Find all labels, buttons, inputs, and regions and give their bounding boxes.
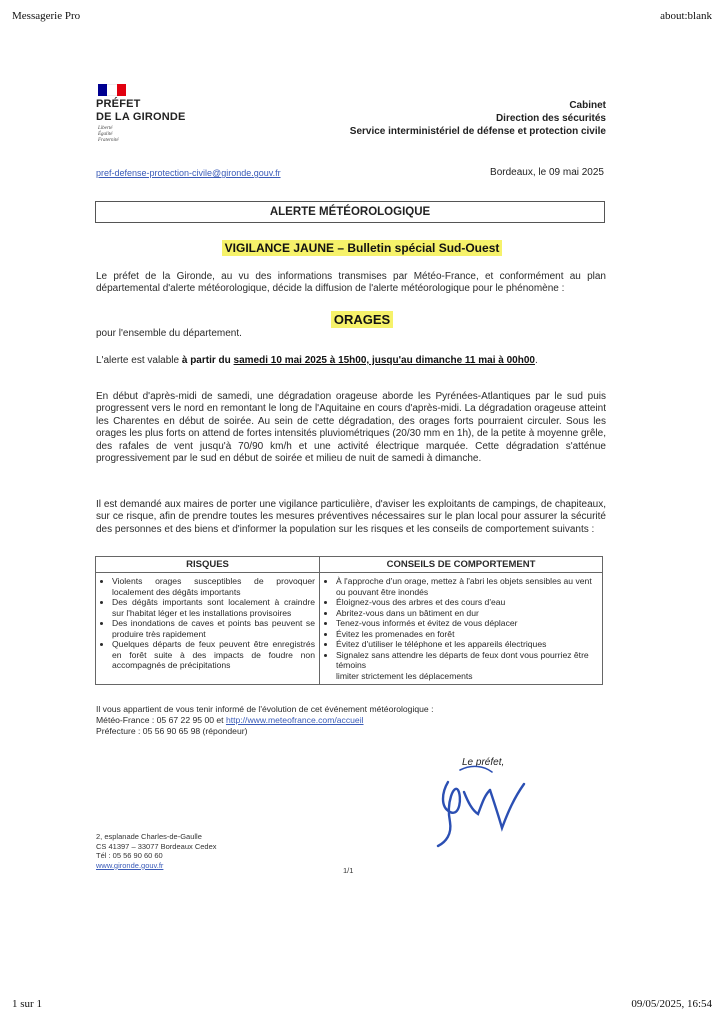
phenomenon-label: ORAGES — [331, 311, 393, 328]
logo-motto — [98, 126, 119, 144]
date-line: Bordeaux, le 09 mai 2025 — [490, 167, 604, 178]
motto-egalite: Égalité — [98, 132, 113, 137]
validity-prefix: L'alerte est valable — [96, 355, 182, 366]
motto-liberte: Liberté — [98, 126, 113, 131]
advice-item: • Éloignez-vous des arbres et des cours d'eau — [336, 597, 598, 608]
risk-item: • Violents orages susceptibles de provoquer localement des dégâts importants — [112, 576, 315, 597]
meteo-prefix: Météo-France : 05 67 22 95 00 et — [96, 715, 226, 725]
address-phone: Tél : 05 56 90 60 60 — [96, 851, 163, 861]
print-header-right: about:blank — [660, 10, 712, 22]
print-footer-left: 1 sur 1 — [12, 998, 42, 1010]
risks-advice-table — [95, 556, 603, 685]
logo-line-2: DE LA GIRONDE — [96, 111, 186, 123]
header-direction: Direction des sécurités — [495, 113, 606, 124]
print-footer-right: 09/05/2025, 16:54 — [631, 998, 712, 1010]
advice-item: • À l'approche d'un orage, mettez à l'abri les objets sensibles au vent ou pouvant être inondés — [336, 576, 598, 597]
logo-line-1: PRÉFET — [96, 98, 141, 110]
prefecture-line: Préfecture : 05 56 90 65 98 (répondeur) — [96, 726, 248, 736]
address-line: CS 41397 – 33077 Bordeaux Cedex — [96, 841, 217, 851]
scope-text: pour l'ensemble du département. — [96, 328, 242, 339]
validity-suffix: . — [534, 355, 538, 366]
validity-bold: à partir du — [181, 355, 234, 366]
validity-line — [96, 355, 538, 366]
mayors-paragraph: Il est demandé aux maires de porter une vigilance particulière, d'aviser les exploitants de campings, de chapiteaux, sur ce risque, afin de prendre toutes les mesures préventives nécessaires sur le plan local pour assurer la sécurité des personnes et des biens et d'informer la population sur les risques et les conseils de comportement suivants : — [96, 499, 606, 535]
advice-extra: limiter strictement les déplacements — [336, 670, 473, 681]
advice-item: • Tenez-vous informés et évitez de vous déplacer — [336, 618, 598, 629]
address-line: 2, esplanade Charles-de-Gaulle — [96, 832, 202, 841]
website-link[interactable]: www.gironde.gouv.fr — [96, 860, 164, 870]
meteo-line — [96, 715, 433, 726]
risks-header: RISQUES — [96, 557, 320, 573]
handwritten-signature — [420, 762, 540, 852]
address-block — [96, 832, 217, 870]
print-header-left: Messagerie Pro — [12, 10, 81, 22]
contact-email-link[interactable]: pref-defense-protection-civile@gironde.gouv.fr — [96, 168, 281, 178]
signer-label: Le préfet, — [462, 757, 505, 768]
page-number: 1/1 — [343, 866, 354, 875]
risk-item: • Des inondations de caves et points bas peuvent se produire très rapidement — [112, 618, 315, 639]
advice-header: CONSEILS DE COMPORTEMENT — [320, 557, 603, 573]
vigilance-label: VIGILANCE JAUNE – Bulletin spécial Sud-Ouest — [222, 240, 503, 256]
motto-fraternite: Fraternité — [98, 138, 119, 143]
info-block — [96, 704, 433, 737]
marianne-flag-logo — [98, 84, 126, 96]
intro-paragraph: Le préfet de la Gironde, au vu des informations transmises par Météo-France, et conformément au plan départemental d'alerte météorologique, décide la diffusion de l'alerte météorologique pour le phénomène : — [96, 271, 606, 295]
advice-item: • Signalez sans attendre les départs de feux dont vous pourriez être témoins — [336, 650, 598, 671]
advice-item: • Évitez les promenades en forêt — [336, 629, 598, 640]
description-paragraph: En début d'après-midi de samedi, une dégradation orageuse aborde les Pyrénées-Atlantiques par le sud puis progressent vers le nord en remontant le long de l'Aquitaine en cours d'après-midi. La dégradation orageuse atteint les Charentes en début de soirée. Au sein de cette dégradation, des orages forts pourraient circuler. Sous les orages les plus forts on attend de fortes intensités pluviométriques (20/30 mm en 1h), de la petite à moyenne grêle, des rafales de vent jusqu'à 70/90 km/h et une activité électrique marquée. Cette dégradation s'atténue progressivement par le sud en début de soirée et milieu de nuit de samedi à dimanche. — [96, 391, 606, 465]
advice-cell — [320, 573, 603, 685]
info-line: Il vous appartient de vous tenir informé de l'évolution de cet événement météorologique : — [96, 704, 434, 714]
vigilance-heading — [0, 239, 724, 257]
alert-title: ALERTE MÉTÉOROLOGIQUE — [95, 201, 605, 223]
header-service: Service interministériel de défense et protection civile — [349, 126, 606, 137]
header-right-block — [350, 99, 606, 138]
advice-item: • Abritez-vous dans un bâtiment en dur — [336, 608, 598, 619]
validity-dates: samedi 10 mai 2025 à 15h00, jusqu'au dimanche 11 mai à 00h00 — [233, 355, 535, 366]
header-cabinet: Cabinet — [569, 100, 606, 111]
advice-item: • Évitez d'utiliser le téléphone et les appareils électriques — [336, 639, 598, 650]
risk-item: • Des dégâts importants sont localement à craindre sur l'habitat léger et les installations provisoires — [112, 597, 315, 618]
risk-item: • Quelques départs de feux peuvent être enregistrés en forêt suite à des impacts de foudre non accompagnés de précipitations — [112, 639, 315, 671]
meteofrance-link[interactable]: http://www.meteofrance.com/accueil — [225, 715, 364, 725]
risks-cell — [96, 573, 320, 685]
phenomenon-heading — [0, 311, 724, 329]
